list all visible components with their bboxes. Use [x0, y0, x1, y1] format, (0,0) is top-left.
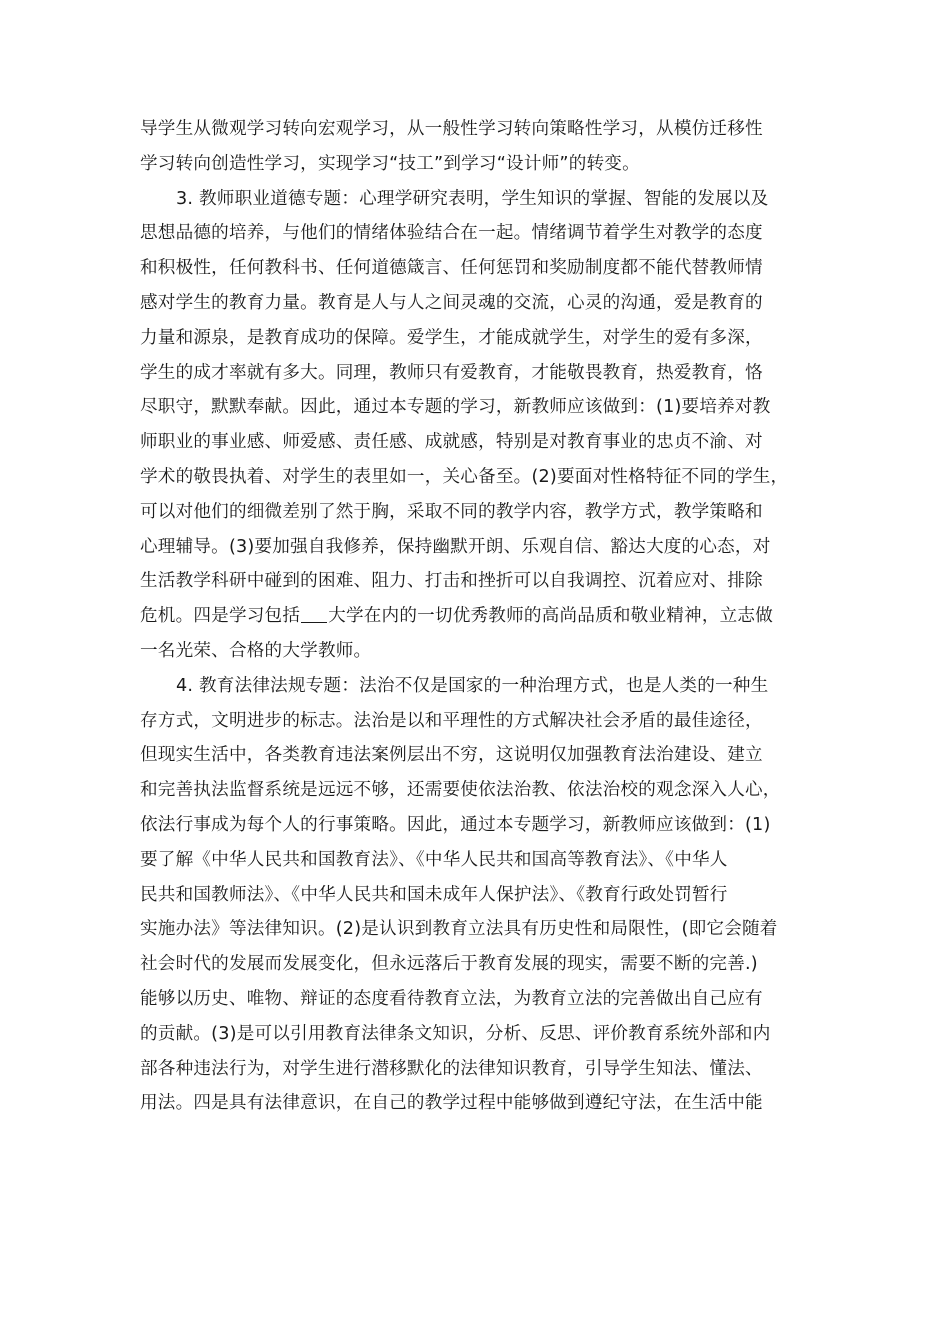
text-line: 生活教学科研中碰到的困难、阻力、打击和挫折可以自我调控、沉着应对、排除	[140, 571, 763, 592]
text-segment: 危机。四是学习包括	[140, 606, 301, 627]
text-line: 尽职守，默默奉献。因此，通过本专题的学习，新教师应该做到：(1)要培养对教	[140, 397, 771, 418]
text-line: 存方式，文明进步的标志。法治是以和平理性的方式解决社会矛盾的最佳途径，	[140, 710, 763, 731]
text-line: 导学生从微观学习转向宏观学习，从一般性学习转向策略性学习，从模仿迁移性	[140, 119, 763, 139]
text-line: 学术的敬畏执着、对学生的表里如一，关心备至。(2)要面对性格特征不同的学生，	[140, 466, 789, 487]
text-line: 心理辅导。(3)要加强自我修养，保持幽默开朗、乐观自信、豁达大度的心态，对	[140, 536, 771, 557]
text-line: 力量和源泉，是教育成功的保障。爱学生，才能成就学生，对学生的爱有多深，	[140, 327, 763, 348]
text-segment: 大学在内的一切优秀教师的高尚品质和敬业精神，立志做	[328, 606, 774, 627]
text-line: 用法。四是具有法律意识，在自己的教学过程中能够做到遵纪守法，在生活中能	[140, 1093, 763, 1114]
text-line: 感对学生的教育力量。教育是人与人之间灵魂的交流，心灵的沟通，爱是教育的	[140, 292, 763, 313]
text-line: 部各种违法行为，对学生进行潜移默化的法律知识教育，引导学生知法、懂法、	[140, 1058, 763, 1079]
text-line: 学习转向创造性学习，实现学习“技工”到学习“设计师”的转变。	[140, 153, 640, 174]
text-line: 能够以历史、唯物、辩证的态度看待教育立法，为教育立法的完善做出自己应有	[140, 988, 763, 1009]
text-line: 一名光荣、合格的大学教师。	[140, 640, 372, 661]
section-heading-line: 3. 教师职业道德专题：心理学研究表明，学生知识的掌握、智能的发展以及	[176, 188, 769, 209]
text-line: 但现实生活中，各类教育违法案例层出不穷，这说明仅加强教育法治建设、建立	[140, 745, 763, 766]
fill-in-blank	[301, 602, 327, 623]
text-line: 的贡献。(3)是可以引用教育法律条文知识，分析、反思、评价教育系统外部和内	[140, 1023, 771, 1044]
text-line: 和完善执法监督系统是远远不够，还需要使依法治教、依法治校的观念深入人心，	[140, 780, 781, 801]
text-line: 社会时代的发展而发展变化，但永远落后于教育发展的现实，需要不断的完善.)	[140, 954, 758, 975]
text-line-with-blank	[140, 599, 820, 634]
text-line: 要了解《中华人民共和国教育法》、《中华人民共和国高等教育法》、《中华人	[140, 849, 728, 870]
text-line: 和积极性，任何教科书、任何道德箴言、任何惩罚和奖励制度都不能代替教师情	[140, 258, 763, 279]
text-line: 民共和国教师法》、《中华人民共和国未成年人保护法》、《教育行政处罚暂行	[140, 884, 728, 905]
text-line: 学生的成才率就有多大。同理，教师只有爱教育，才能敬畏教育，热爱教育，恪	[140, 362, 763, 383]
text-line: 师职业的事业感、师爱感、责任感、成就感，特别是对教育事业的忠贞不渝、对	[140, 432, 763, 453]
text-line: 实施办法》等法律知识。(2)是认识到教育立法具有历史性和局限性，(即它会随着	[140, 919, 778, 940]
section-heading-line: 4. 教育法律法规专题：法治不仅是国家的一种治理方式，也是人类的一种生	[176, 675, 769, 696]
text-line: 思想品德的培养，与他们的情绪体验结合在一起。情绪调节着学生对教学的态度	[140, 223, 763, 244]
text-line: 可以对他们的细微差别了然于胸，采取不同的教学内容，教学方式，教学策略和	[140, 501, 763, 522]
document-body	[140, 112, 820, 1121]
text-line: 依法行事成为每个人的行事策略。因此，通过本专题学习，新教师应该做到：(1)	[140, 814, 771, 835]
